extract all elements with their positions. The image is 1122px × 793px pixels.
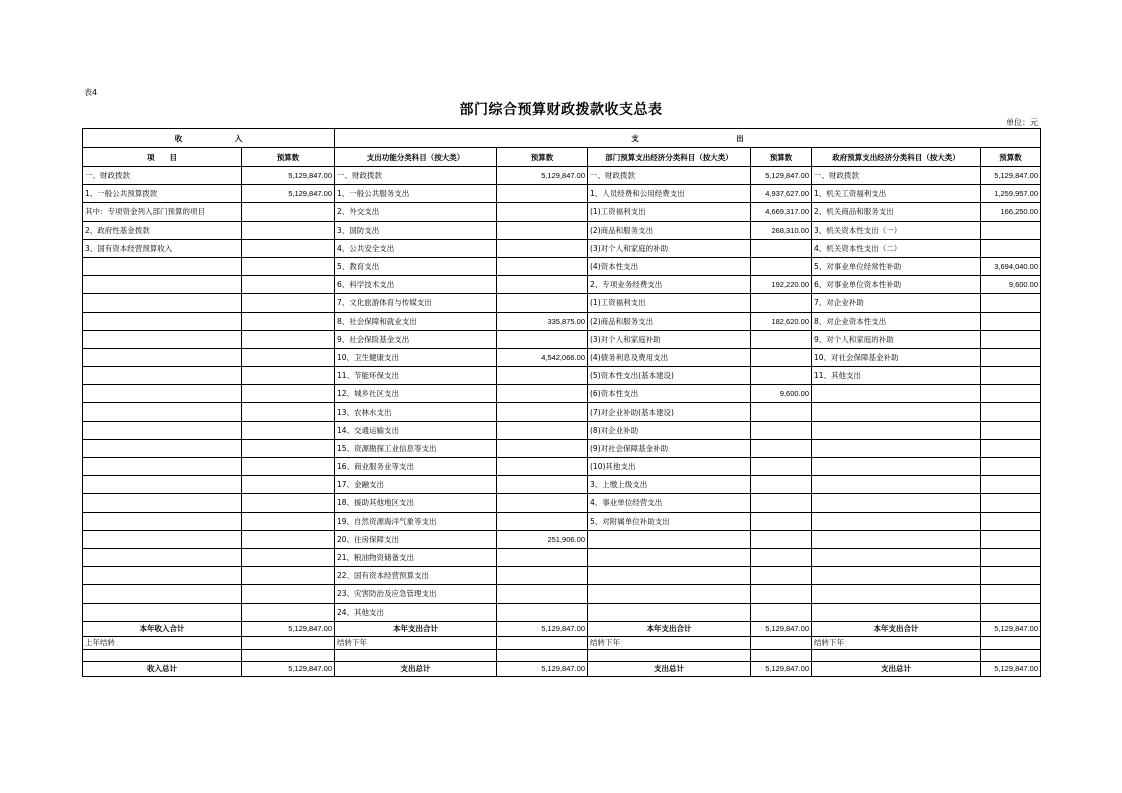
item-cell: [83, 603, 242, 621]
empty-cell: [83, 649, 242, 661]
amount-cell: [242, 221, 335, 239]
income-group-header: 收 入: [83, 129, 335, 148]
amount-cell: [497, 512, 588, 530]
amount-cell: 9,600.00: [751, 385, 812, 403]
item-cell: 本年收入合计: [83, 621, 242, 636]
item-cell: (9)对社会保障基金补助: [588, 439, 751, 457]
amount-cell: [242, 403, 335, 421]
amount-cell: [242, 548, 335, 566]
amount-cell: [981, 636, 1041, 649]
item-cell: [812, 403, 981, 421]
item-cell: 一、财政拨款: [335, 167, 497, 185]
amount-cell: [751, 585, 812, 603]
amount-cell: 5,129,847.00: [751, 661, 812, 676]
table-row: [83, 257, 1041, 275]
amount-cell: 251,906.00: [497, 530, 588, 548]
amount-cell: 5,129,847.00: [242, 167, 335, 185]
amount-cell: [981, 330, 1041, 348]
amount-cell: [751, 548, 812, 566]
amount-cell: 5,129,847.00: [497, 167, 588, 185]
header-column-row: [83, 148, 1041, 167]
unit-label: 单位：元: [1006, 118, 1038, 127]
item-cell: (7)对企业补助(基本建设): [588, 403, 751, 421]
item-cell: 2、政府性基金拨款: [83, 221, 242, 239]
item-cell: 2、专项业务经费支出: [588, 276, 751, 294]
amount-cell: [497, 257, 588, 275]
item-cell: 8、对企业资本性支出: [812, 312, 981, 330]
empty-cell: [751, 649, 812, 661]
table-row: [83, 603, 1041, 621]
item-cell: 一、财政拨款: [83, 167, 242, 185]
amount-cell: [497, 567, 588, 585]
table-row: [83, 276, 1041, 294]
amount-cell: 166,250.00: [981, 203, 1041, 221]
amount-cell: [751, 476, 812, 494]
table-row: [83, 458, 1041, 476]
item-cell: 本年支出合计: [812, 621, 981, 636]
item-cell: [812, 476, 981, 494]
amount-cell: [242, 530, 335, 548]
table-row: [83, 203, 1041, 221]
amount-cell: [981, 403, 1041, 421]
item-cell: 22、国有资本经营预算支出: [335, 567, 497, 585]
table-row: [83, 294, 1041, 312]
table-row: [83, 330, 1041, 348]
item-cell: [83, 567, 242, 585]
item-cell: 3、上缴上级支出: [588, 476, 751, 494]
amount-cell: [242, 567, 335, 585]
item-cell: 12、城乡社区支出: [335, 385, 497, 403]
amount-cell: [751, 294, 812, 312]
amount-cell: [497, 294, 588, 312]
item-cell: [83, 512, 242, 530]
item-cell: [83, 439, 242, 457]
expense-group-header: 支 出: [335, 129, 1041, 148]
amount-cell: [242, 312, 335, 330]
amount-cell: 192,220.00: [751, 276, 812, 294]
column-header: 政府预算支出经济分类科目（按大类）: [812, 148, 981, 167]
empty-cell: [812, 649, 981, 661]
amount-cell: [242, 348, 335, 366]
table-row: [83, 221, 1041, 239]
page-title: 部门综合预算财政拨款收支总表: [459, 102, 663, 118]
amount-cell: [242, 330, 335, 348]
table-row: [83, 476, 1041, 494]
item-cell: [83, 385, 242, 403]
amount-cell: [497, 585, 588, 603]
item-cell: 15、资源勘探工业信息等支出: [335, 439, 497, 457]
item-cell: 9、对个人和家庭的补助: [812, 330, 981, 348]
item-cell: 1、一般公共预算拨款: [83, 185, 242, 203]
item-cell: 4、机关资本性支出（二）: [812, 239, 981, 257]
amount-cell: 5,129,847.00: [497, 621, 588, 636]
item-cell: (4)债务利息及费用支出: [588, 348, 751, 366]
table-row: [83, 403, 1041, 421]
amount-cell: [981, 421, 1041, 439]
item-cell: 支出总计: [812, 661, 981, 676]
amount-cell: 5,129,847.00: [242, 621, 335, 636]
item-cell: (2)商品和服务支出: [588, 221, 751, 239]
item-cell: 收入总计: [83, 661, 242, 676]
column-header: 预算数: [497, 148, 588, 167]
amount-cell: [242, 367, 335, 385]
amount-cell: [751, 494, 812, 512]
item-cell: 一、财政拨款: [812, 167, 981, 185]
amount-cell: [981, 476, 1041, 494]
table-row: [83, 385, 1041, 403]
item-cell: (1)工资福利支出: [588, 203, 751, 221]
amount-cell: 3,694,040.00: [981, 257, 1041, 275]
empty-cell: [335, 649, 497, 661]
amount-cell: [981, 530, 1041, 548]
item-cell: 3、国防支出: [335, 221, 497, 239]
item-cell: 结转下年: [812, 636, 981, 649]
item-cell: [83, 530, 242, 548]
item-cell: [812, 458, 981, 476]
amount-cell: [981, 348, 1041, 366]
table-row: [83, 312, 1041, 330]
amount-cell: [751, 330, 812, 348]
amount-cell: [751, 403, 812, 421]
amount-cell: [242, 636, 335, 649]
item-cell: [812, 585, 981, 603]
empty-cell: [497, 649, 588, 661]
item-cell: 一、财政拨款: [588, 167, 751, 185]
amount-cell: [242, 239, 335, 257]
item-cell: [812, 567, 981, 585]
item-cell: [812, 385, 981, 403]
item-cell: 24、其他支出: [335, 603, 497, 621]
amount-cell: [981, 239, 1041, 257]
amount-cell: [751, 348, 812, 366]
amount-cell: [981, 439, 1041, 457]
amount-cell: [497, 276, 588, 294]
amount-cell: [497, 476, 588, 494]
item-cell: (5)资本性支出(基本建设): [588, 367, 751, 385]
amount-cell: [242, 476, 335, 494]
amount-cell: [751, 603, 812, 621]
table-row: [83, 585, 1041, 603]
amount-cell: [497, 421, 588, 439]
amount-cell: [751, 421, 812, 439]
item-cell: [83, 312, 242, 330]
amount-cell: [242, 203, 335, 221]
amount-cell: [981, 603, 1041, 621]
item-cell: (3)对个人和家庭的补助: [588, 239, 751, 257]
amount-cell: 5,129,847.00: [751, 167, 812, 185]
item-cell: 8、社会保障和就业支出: [335, 312, 497, 330]
amount-cell: [497, 367, 588, 385]
amount-cell: 5,129,847.00: [981, 167, 1041, 185]
amount-cell: [242, 494, 335, 512]
amount-cell: 268,310.00: [751, 221, 812, 239]
item-cell: [812, 494, 981, 512]
amount-cell: [242, 276, 335, 294]
amount-cell: [981, 494, 1041, 512]
amount-cell: [497, 458, 588, 476]
item-cell: 本年支出合计: [335, 621, 497, 636]
item-cell: 1、人员经费和公用经费支出: [588, 185, 751, 203]
amount-cell: [751, 458, 812, 476]
amount-cell: [242, 512, 335, 530]
item-cell: 2、机关商品和服务支出: [812, 203, 981, 221]
item-cell: (8)对企业补助: [588, 421, 751, 439]
item-cell: 4、公共安全支出: [335, 239, 497, 257]
item-cell: 3、国有资本经营预算收入: [83, 239, 242, 257]
grand-total-row: [83, 661, 1041, 676]
amount-cell: [242, 603, 335, 621]
column-header: 项 目: [83, 148, 242, 167]
column-header: 预算数: [981, 148, 1041, 167]
item-cell: [812, 530, 981, 548]
amount-cell: [497, 494, 588, 512]
amount-cell: [981, 458, 1041, 476]
amount-cell: [497, 636, 588, 649]
table-row: [83, 239, 1041, 257]
item-cell: 20、住房保障支出: [335, 530, 497, 548]
amount-cell: [751, 636, 812, 649]
amount-cell: [497, 403, 588, 421]
budget-table: [82, 128, 1041, 677]
amount-cell: [981, 385, 1041, 403]
amount-cell: [981, 367, 1041, 385]
item-cell: 结转下年: [588, 636, 751, 649]
item-cell: 2、外交支出: [335, 203, 497, 221]
amount-cell: [981, 294, 1041, 312]
amount-cell: 4,542,066.00: [497, 348, 588, 366]
column-header: 支出功能分类科目（按大类）: [335, 148, 497, 167]
table-row: [83, 421, 1041, 439]
item-cell: 10、对社会保障基金补助: [812, 348, 981, 366]
item-cell: 23、灾害防治及应急管理支出: [335, 585, 497, 603]
item-cell: [83, 421, 242, 439]
item-cell: [812, 603, 981, 621]
empty-cell: [588, 649, 751, 661]
amount-cell: [497, 239, 588, 257]
amount-cell: [981, 221, 1041, 239]
item-cell: 16、商业服务业等支出: [335, 458, 497, 476]
table-row: [83, 167, 1041, 185]
amount-cell: 9,600.00: [981, 276, 1041, 294]
table-row: [83, 494, 1041, 512]
amount-cell: 5,129,847.00: [751, 621, 812, 636]
item-cell: 10、卫生健康支出: [335, 348, 497, 366]
item-cell: 7、文化旅游体育与传媒支出: [335, 294, 497, 312]
item-cell: (6)资本性支出: [588, 385, 751, 403]
item-cell: [83, 257, 242, 275]
item-cell: 1、一般公共服务支出: [335, 185, 497, 203]
amount-cell: [751, 367, 812, 385]
item-cell: [812, 548, 981, 566]
empty-cell: [981, 649, 1041, 661]
item-cell: [83, 585, 242, 603]
amount-cell: [751, 439, 812, 457]
amount-cell: 5,129,847.00: [981, 661, 1041, 676]
amount-cell: [751, 257, 812, 275]
item-cell: 21、粮油物资储备支出: [335, 548, 497, 566]
item-cell: 5、对事业单位经常性补助: [812, 257, 981, 275]
item-cell: 18、援助其他地区支出: [335, 494, 497, 512]
amount-cell: [981, 312, 1041, 330]
item-cell: [83, 476, 242, 494]
amount-cell: [751, 512, 812, 530]
item-cell: 支出总计: [588, 661, 751, 676]
table-row: [83, 567, 1041, 585]
amount-cell: [497, 548, 588, 566]
item-cell: 11、其他支出: [812, 367, 981, 385]
item-cell: [588, 603, 751, 621]
item-cell: (1)工资福利支出: [588, 294, 751, 312]
amount-cell: 5,129,847.00: [497, 661, 588, 676]
year-total-row: [83, 621, 1041, 636]
item-cell: 3、机关资本性支出（一）: [812, 221, 981, 239]
item-cell: 5、对附属单位补助支出: [588, 512, 751, 530]
item-cell: [588, 585, 751, 603]
amount-cell: [242, 385, 335, 403]
item-cell: 本年支出合计: [588, 621, 751, 636]
table-row: [83, 367, 1041, 385]
item-cell: [588, 567, 751, 585]
amount-cell: [497, 185, 588, 203]
amount-cell: 4,937,627.00: [751, 185, 812, 203]
amount-cell: [497, 330, 588, 348]
spacer-row: [83, 649, 1041, 661]
amount-cell: 4,669,317.00: [751, 203, 812, 221]
item-cell: [83, 494, 242, 512]
amount-cell: 5,129,847.00: [242, 185, 335, 203]
item-cell: [812, 439, 981, 457]
amount-cell: [751, 530, 812, 548]
item-cell: 6、对事业单位资本性补助: [812, 276, 981, 294]
table-row: [83, 348, 1041, 366]
amount-cell: [242, 421, 335, 439]
amount-cell: [751, 567, 812, 585]
item-cell: 6、科学技术支出: [335, 276, 497, 294]
amount-cell: [497, 385, 588, 403]
item-cell: [83, 348, 242, 366]
item-cell: [812, 512, 981, 530]
amount-cell: [242, 294, 335, 312]
table-row: [83, 530, 1041, 548]
column-header: 预算数: [242, 148, 335, 167]
item-cell: (4)资本性支出: [588, 257, 751, 275]
item-cell: 9、社会保险基金支出: [335, 330, 497, 348]
item-cell: 17、金融支出: [335, 476, 497, 494]
amount-cell: [981, 548, 1041, 566]
table-row: [83, 439, 1041, 457]
amount-cell: [497, 221, 588, 239]
item-cell: [588, 548, 751, 566]
item-cell: [83, 330, 242, 348]
amount-cell: [242, 585, 335, 603]
item-cell: (2)商品和服务支出: [588, 312, 751, 330]
item-cell: 其中：专项资金列入部门预算的项目: [83, 203, 242, 221]
item-cell: [83, 458, 242, 476]
item-cell: 11、节能环保支出: [335, 367, 497, 385]
amount-cell: 5,129,847.00: [981, 621, 1041, 636]
item-cell: 4、事业单位经营支出: [588, 494, 751, 512]
item-cell: [812, 421, 981, 439]
amount-cell: 5,129,847.00: [242, 661, 335, 676]
item-cell: 结转下年: [335, 636, 497, 649]
table-number: 表4: [84, 88, 98, 97]
item-cell: (10)其他支出: [588, 458, 751, 476]
amount-cell: [497, 203, 588, 221]
table-row: [83, 185, 1041, 203]
column-header: 预算数: [751, 148, 812, 167]
amount-cell: [242, 439, 335, 457]
item-cell: 13、农林水支出: [335, 403, 497, 421]
amount-cell: 335,875.00: [497, 312, 588, 330]
column-header: 部门预算支出经济分类科目（按大类）: [588, 148, 751, 167]
item-cell: [83, 276, 242, 294]
empty-cell: [242, 649, 335, 661]
amount-cell: [242, 257, 335, 275]
table-row: [83, 512, 1041, 530]
item-cell: 7、对企业补助: [812, 294, 981, 312]
item-cell: [83, 367, 242, 385]
item-cell: 上年结转: [83, 636, 242, 649]
amount-cell: [497, 439, 588, 457]
carry-over-row: [83, 636, 1041, 649]
item-cell: 5、教育支出: [335, 257, 497, 275]
amount-cell: [981, 585, 1041, 603]
amount-cell: [242, 458, 335, 476]
amount-cell: [751, 239, 812, 257]
item-cell: 19、自然资源海洋气象等支出: [335, 512, 497, 530]
item-cell: [83, 548, 242, 566]
amount-cell: [981, 567, 1041, 585]
item-cell: 14、交通运输支出: [335, 421, 497, 439]
amount-cell: 182,620.00: [751, 312, 812, 330]
amount-cell: [497, 603, 588, 621]
amount-cell: [981, 512, 1041, 530]
amount-cell: 1,259,957.00: [981, 185, 1041, 203]
item-cell: [588, 530, 751, 548]
item-cell: 1、机关工资福利支出: [812, 185, 981, 203]
table-row: [83, 548, 1041, 566]
item-cell: [83, 403, 242, 421]
item-cell: (3)对个人和家庭补助: [588, 330, 751, 348]
item-cell: 支出总计: [335, 661, 497, 676]
header-group-row: [83, 129, 1041, 148]
item-cell: [83, 294, 242, 312]
